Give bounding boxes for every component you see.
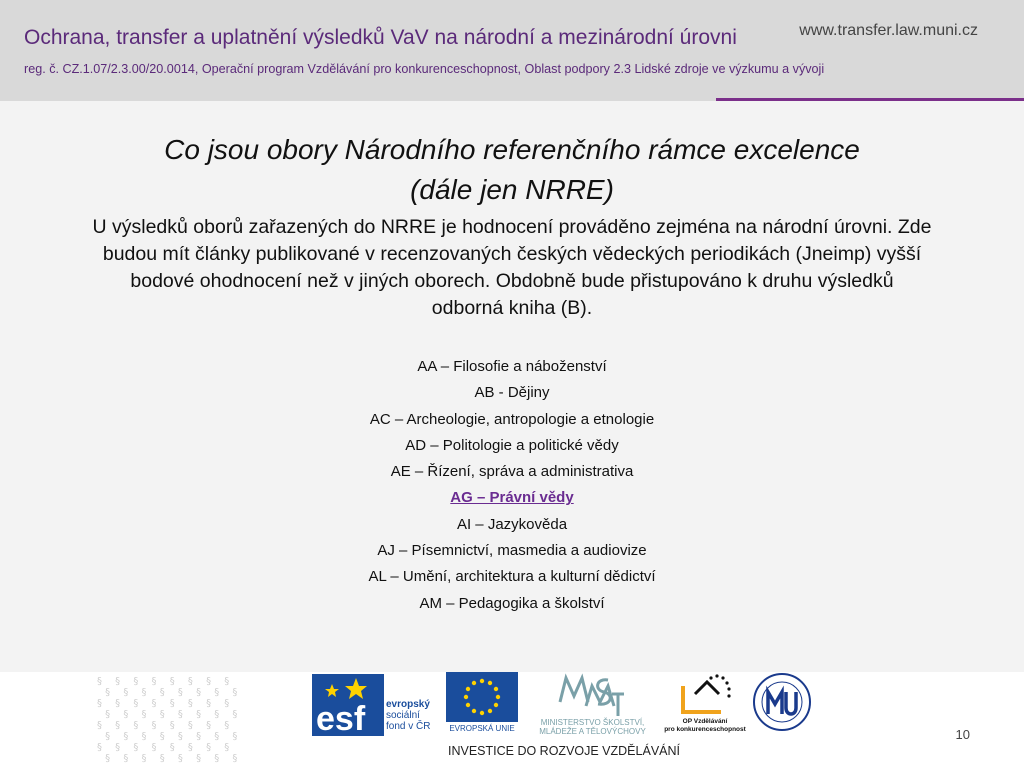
project-url[interactable]: www.transfer.law.muni.cz	[799, 22, 978, 39]
esf-caption-line-1: evropský	[386, 699, 430, 710]
esf-caption-line-2: sociální	[386, 710, 420, 721]
field-list	[200, 354, 824, 617]
field-item-highlighted-link[interactable]: AG – Právní vědy	[450, 489, 574, 507]
field-item: AB - Dějiny	[474, 384, 550, 402]
esf-caption	[386, 699, 430, 732]
field-item: AI – Jazykověda	[456, 515, 568, 533]
intro-paragraph: U výsledků oborů zařazených do NRRE je hodnocení prováděno zejména na národní úrovni. Zde budou mít články publikované v recenzovaných českých vědeckých periodikách (Jneimp) vyšší bodové ohodnocení než v jiných oborech. Obdobně bude přistupováno k druhu výsledků odborná kniha (B).	[92, 216, 932, 319]
project-title: Ochrana, transfer a uplatnění výsledků VaV na národní a mezinárodní úrovni	[24, 26, 737, 49]
slide-title-line-1: Co jsou obory Národního referenčního rámce excelence	[164, 134, 860, 165]
field-item: AM – Pedagogika a školství	[419, 594, 605, 612]
field-item: AD – Politologie a politické vědy	[405, 436, 619, 454]
slide-title-line-2: (dále jen NRRE)	[410, 174, 614, 205]
msmt-caption-line-2: MLÁDEŽE A TĚLOVÝCHOVY	[539, 727, 646, 736]
paragraph-pattern-decoration: § § § § § § § § § § § § § § § § § § § § § § § § § § § § § § § § § § § § § § § § § § § § § § § § § § § § § § § § § § § § § § § §	[97, 676, 243, 764]
field-item: AL – Umění, architektura a kulturní dědictví	[368, 568, 656, 586]
field-item: AA – Filosofie a náboženství	[417, 358, 607, 375]
esf-caption-line-3: fond v ČR	[386, 721, 431, 732]
field-item: AE – Řízení, správa a administrativa	[390, 463, 634, 481]
project-registration: reg. č. CZ.1.07/2.3.00/20.0014, Operační program Vzdělávání pro konkurenceschopnost, Oblast podpory 2.3 Lidské zdroje ve výzkumu a vývoji	[24, 62, 825, 76]
msmt-caption	[525, 718, 660, 736]
header-banner	[0, 0, 1024, 101]
msmt-caption-line-1: MINISTERSTVO ŠKOLSTVÍ,	[540, 718, 645, 727]
field-item: AC – Archeologie, antropologie a etnologie	[369, 410, 655, 428]
eu-flag-icon	[446, 672, 518, 722]
slide-title	[80, 130, 944, 210]
op-caption-line-2: pro konkurenceschopnost	[664, 726, 746, 733]
msmt-logo-icon	[556, 672, 626, 720]
op-logo-icon	[677, 672, 737, 716]
field-item: AJ – Písemnictví, masmedia a audiovize	[377, 542, 647, 560]
university-seal-icon	[752, 672, 812, 732]
op-caption-line-1: OP Vzdělávání	[682, 718, 728, 725]
svg-text:esf: esf	[316, 700, 366, 736]
op-caption	[655, 718, 755, 734]
investment-slogan: INVESTICE DO ROZVOJE VZDĚLÁVÁNÍ	[448, 744, 680, 758]
eu-caption: EVROPSKÁ UNIE	[449, 724, 515, 733]
page-number: 10	[955, 727, 970, 742]
